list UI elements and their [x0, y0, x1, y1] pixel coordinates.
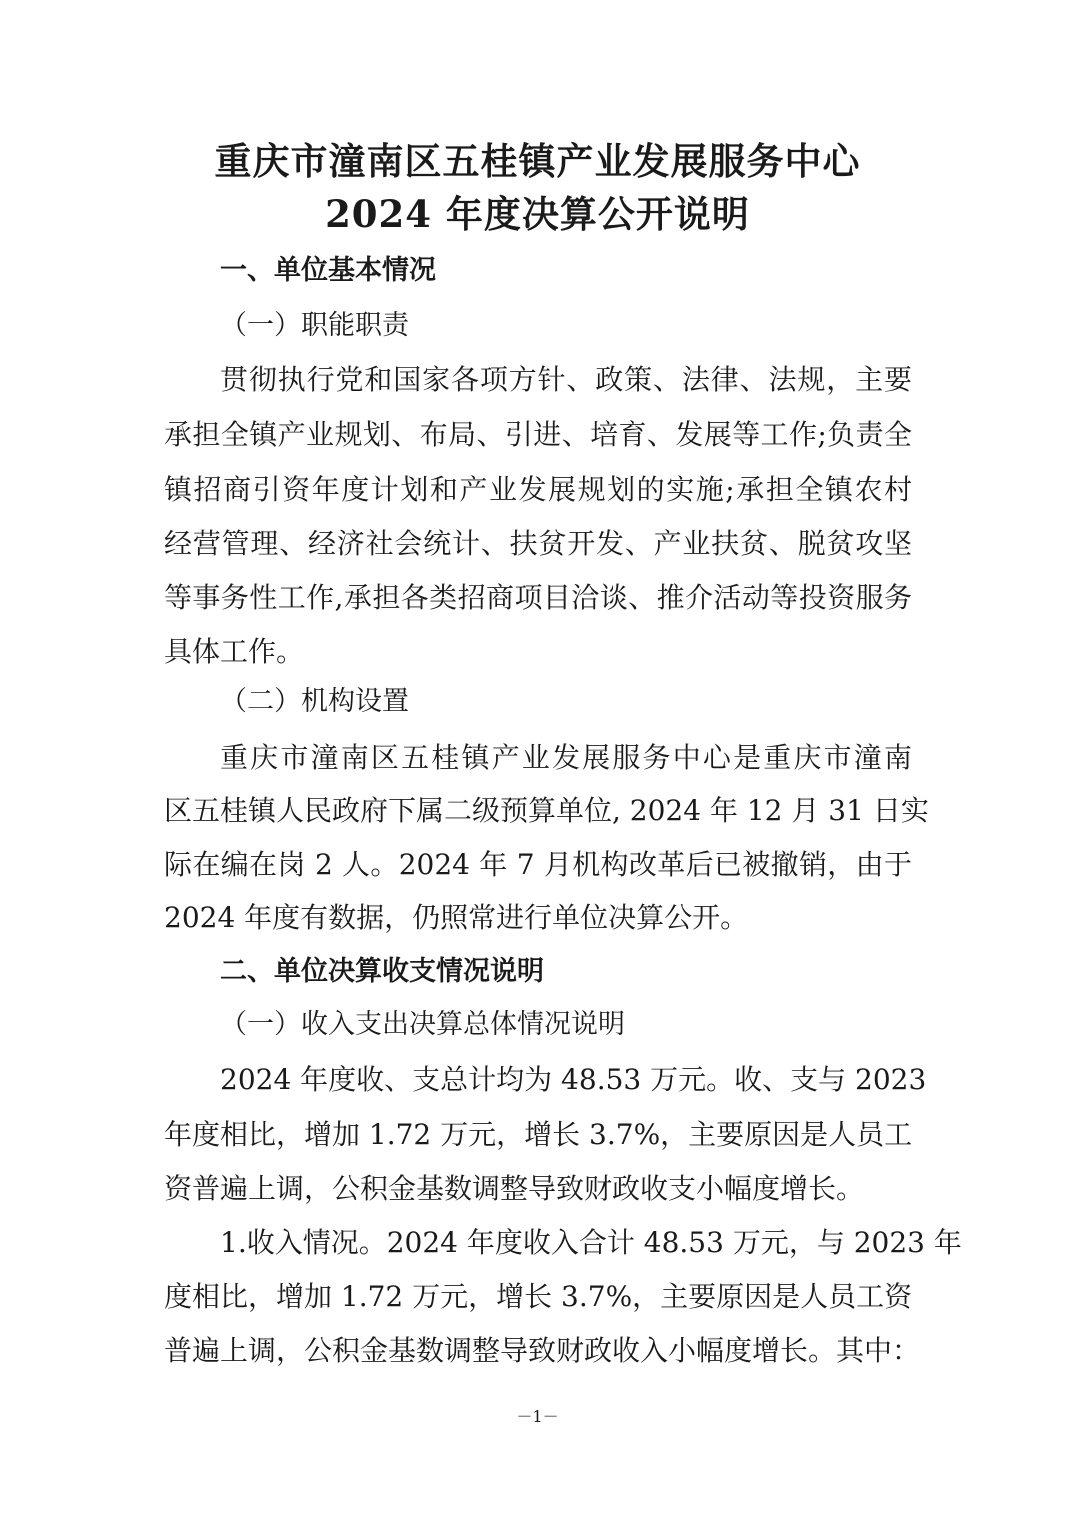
subsection-heading-functions: （一）职能职责: [220, 310, 409, 341]
document-title-line1: 重庆市潼南区五桂镇产业发展服务中心: [214, 139, 861, 183]
paragraph-line: 等事务性工作,承担各类招商项目洽谈、推介活动等投资服务: [164, 581, 912, 614]
document-title-line2: 2024 年度决算公开说明: [325, 192, 750, 236]
subsection-heading-organization: （二）机构设置: [220, 686, 409, 717]
subsection-heading-overall: （一）收入支出决算总体情况说明: [220, 1009, 625, 1040]
page-number: －1－: [516, 1407, 559, 1426]
paragraph-line: 2024 年度有数据，仍照常进行单位决算公开。: [164, 901, 749, 934]
paragraph-line: 承担全镇产业规划、布局、引进、培育、发展等工作;负责全: [164, 418, 912, 451]
paragraph-line: 经营管理、经济社会统计、扶贫开发、产业扶贫、脱贫攻坚: [164, 527, 912, 560]
paragraph-line: 普遍上调，公积金基数调整导致财政收入小幅度增长。其中：: [164, 1334, 921, 1367]
paragraph-line: 1.收入情况。2024 年度收入合计 48.53 万元，与 2023 年: [220, 1226, 962, 1259]
paragraph-line: 具体工作。: [164, 635, 305, 668]
paragraph-line: 资普遍上调，公积金基数调整导致财政收支小幅度增长。: [164, 1172, 865, 1205]
paragraph-line: 区五桂镇人民政府下属二级预算单位, 2024 年 12 月 31 日实: [164, 794, 929, 827]
paragraph-line: 年度相比，增加 1.72 万元，增长 3.7%，主要原因是人员工: [164, 1118, 913, 1151]
paragraph-line: 镇招商引资年度计划和产业发展规划的实施;承担全镇农村: [164, 473, 912, 506]
paragraph-line: 重庆市潼南区五桂镇产业发展服务中心是重庆市潼南: [220, 741, 912, 774]
paragraph-line: 际在编在岗 2 人。2024 年 7 月机构改革后已被撤销，由于: [164, 848, 912, 881]
section-heading-budget: 二、单位决算收支情况说明: [220, 956, 544, 987]
paragraph-line: 贯彻执行党和国家各项方针、政策、法律、法规，主要: [220, 363, 912, 396]
paragraph-line: 2024 年度收、支总计均为 48.53 万元。收、支与 2023: [220, 1063, 927, 1096]
section-heading-basic-info: 一、单位基本情况: [220, 255, 436, 286]
paragraph-line: 度相比，增加 1.72 万元，增长 3.7%，主要原因是人员工资: [164, 1280, 913, 1313]
